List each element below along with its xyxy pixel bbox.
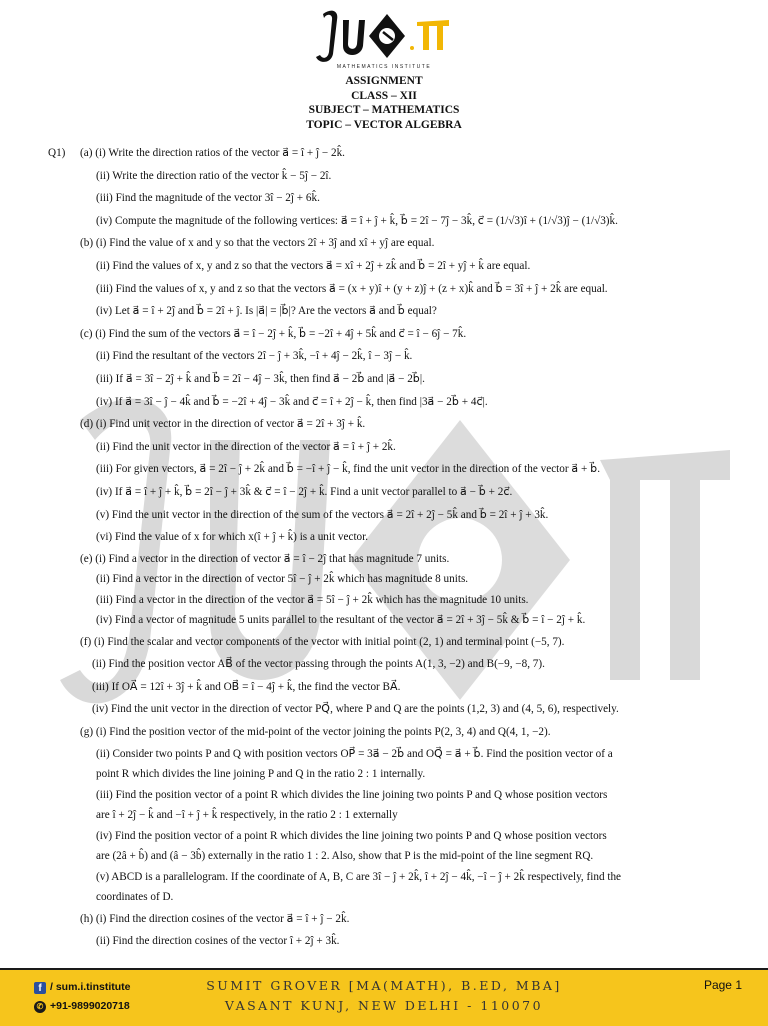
header [0,6,768,132]
whatsapp-icon: ✆ [34,1001,46,1013]
question-number: Q1) [48,147,66,159]
institute-address: VASANT KUNJ, NEW DELHI - 110070 [224,998,544,1013]
question-line: (iv) If a⃗ = î + ĵ + k̂, b⃗ = 2î − ĵ + 3k̂ & c⃗ = î − 2ĵ + k̂. Find a unit vector parallel to a⃗ − b⃗ + 2c⃗. [96,485,513,498]
question-line: are î + 2ĵ − k̂ and −î + ĵ + k̂ respectively, in the ratio 2 : 1 externally [96,809,398,822]
question-line: point R which divides the line joining P and Q in the ratio 2 : 1 internally. [96,768,426,781]
author-name: SUMIT GROVER [MA(MATH), B.ED, MBA] [206,978,562,993]
institute-logo [309,6,459,66]
question-line: (iii) If a⃗ = 3î − 2ĵ + k̂ and b⃗ = 2î − 4ĵ − 3k̂, then find a⃗ − 2b⃗ and |a⃗ − 2b⃗|. [96,372,425,385]
question-line: (d) (i) Find unit vector in the direction of vector a⃗ = 2î + 3ĵ + k̂. [80,418,366,431]
question-line: (iv) Find a vector of magnitude 5 units parallel to the resultant of the vector a⃗ = 2î + 3ĵ − 5k̂ & b⃗ = î − 2ĵ + k̂. [96,614,586,627]
title-topic: TOPIC – VECTOR ALGEBRA [306,118,462,131]
question-line: (f) (i) Find the scalar and vector components of the vector with initial point (2, 1) and terminal point (−5, 7). [80,635,565,648]
question-line: (iii) Find the position vector of a point R which divides the line joining two points P and Q whose position vectors [96,788,608,801]
question-line: (iv) If a⃗ = 3î − ĵ − 4k̂ and b⃗ = −2î + 4ĵ − 3k̂ and c⃗ = î + 2ĵ − k̂, then find |3a⃗ − 2b⃗ + 4c⃗|. [96,395,488,408]
question-line: (ii) Find the resultant of the vectors 2î − ĵ + 3k̂, −î + 4ĵ − 2k̂, î − 3ĵ − k̂. [96,350,413,363]
question-line: (c) (i) Find the sum of the vectors a⃗ = î − 2ĵ + k̂, b⃗ = −2î + 4ĵ + 5k̂ and c⃗ = î − 6ĵ − 7k̂. [80,327,467,340]
question-line: coordinates of D. [96,891,174,904]
question-line: (ii) Find the direction cosines of the vector î + 2ĵ + 3k̂. [96,935,340,948]
question-line: (iv) Find the position vector of a point R which divides the line joining two points P and Q whose position vectors [96,829,607,842]
question-line: (ii) Find the position vector AB⃗ of the vector passing through the points A(1, 3, −2) and B(−9, −8, 7). [92,658,545,671]
question-line: (iv) Compute the magnitude of the following vertices: a⃗ = î + ĵ + k̂, b⃗ = 2î − 7ĵ − 3k̂, c⃗ = (1/√3)î + (1/√3)ĵ − (1/√3)k̂. [96,214,618,227]
question-line: Q1) (a) (i) Write the direction ratios of the vector a⃗ = î + ĵ − 2k̂. [48,142,738,165]
page-number: Page 1 [703,978,742,992]
question-line: (iii) Find a vector in the direction of the vector a⃗ = 5î − ĵ + 2k̂ which has the magnitude 10 units. [96,593,529,606]
question-line: (iii) If OA⃗ = 12î + 3ĵ + k̂ and OB⃗ = î − 4ĵ + k̂, the find the vector BA⃗. [92,680,401,693]
question-line: (ii) Write the direction ratio of the vector k̂ − 5ĵ − 2î. [96,169,332,182]
title-assignment: ASSIGNMENT [345,75,423,87]
phone-number: +91-9899020718 [50,1000,130,1012]
institute-info [0,976,768,1016]
question-line: (iii) Find the values of x, y and z so that the vectors a⃗ = (x + y)î + (y + z)ĵ + (z + x)k̂ and b⃗ = 3î + ĵ + 2k̂ are equal. [96,282,608,295]
question-line: (iv) Let a⃗ = î + 2ĵ and b⃗ = 2î + ĵ. Is |a⃗| = |b⃗|? Are the vectors a⃗ and b⃗ equal? [96,305,437,318]
question-line: (ii) Find the unit vector in the direction of the vector a⃗ = î + ĵ + 2k̂. [96,440,396,453]
question-line: (iii) Find the magnitude of the vector 3î − 2ĵ + 6k̂. [96,192,320,205]
question-line: (ii) Find the values of x, y and z so that the vectors a⃗ = xî + 2ĵ + zk̂ and b⃗ = 2î + yĵ + k̂ are equal. [96,259,531,272]
question-line: (h) (i) Find the direction cosines of the vector a⃗ = î + ĵ − 2k̂. [80,912,350,925]
title-subject: SUBJECT – MATHEMATICS [308,104,460,116]
question-line: (iv) Find the unit vector in the direction of vector PQ⃗, where P and Q are the points (1,2, 3) and (4, 5, 6), respectively. [92,703,619,716]
question-line: (ii) Consider two points P and Q with position vectors OP⃗ = 3a⃗ − 2b⃗ and OQ⃗ = a⃗ + b⃗. Find the position vector of a [96,747,613,760]
question-line: (ii) Find a vector in the direction of vector 5î − ĵ + 2k̂ which has magnitude 8 units. [96,573,469,586]
facebook-icon: f [34,982,46,994]
document-titles [0,74,768,132]
logo-subtitle: MATHEMATICS INSTITUTE [336,64,432,70]
title-class: CLASS – XII [351,89,417,102]
question-line: (b) (i) Find the value of x and y so that the vectors 2î + 3ĵ and xî + yĵ are equal. [80,237,435,250]
question-content [48,142,738,953]
question-line: are (2â + b̂) and (â − 3b̂) externally in the ratio 1 : 2. Also, show that P is the mid-point of the line segment RQ. [96,850,594,863]
question-line: (e) (i) Find a vector in the direction of vector a⃗ = î − 2ĵ that has magnitude 7 units. [80,552,450,565]
footer [0,968,768,1026]
question-line: (v) ABCD is a parallelogram. If the coordinate of A, B, C are 3î − ĵ + 2k̂, î + 2ĵ − 4k̂, −î − ĵ + 2k̂ respectively, find the [96,870,622,883]
question-line: (vi) Find the value of x for which x(î + ĵ + k̂) is a unit vector. [96,531,369,544]
question-line: (g) (i) Find the position vector of the mid-point of the vector joining the points P(2, 3, 4) and Q(4, 1, −2). [80,726,551,739]
facebook-handle: / sum.i.tinstitute [50,981,131,993]
question-line: (iii) For given vectors, a⃗ = 2î − ĵ + 2k̂ and b⃗ = −î + ĵ − k̂, find the unit vector in the direction of the vector a⃗ + b⃗. [96,463,601,476]
question-line: (v) Find the unit vector in the direction of the sum of the vectors a⃗ = 2î + 2ĵ − 5k̂ and b⃗ = 2î + ĵ + 3k̂. [96,508,549,521]
